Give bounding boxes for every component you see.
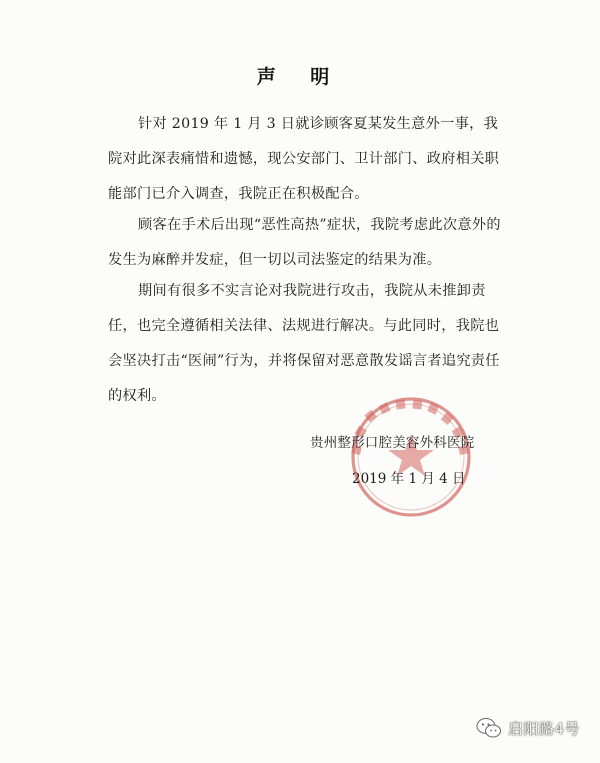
document-title: 声 明 (256, 66, 344, 88)
official-seal-icon (336, 392, 486, 522)
paragraph-2: 顾客在手术后出现“恶性高热”症状，我院考虑此次意外的发生为麻醉并发症，但一切以司法鉴定的结果为准。 (108, 217, 501, 268)
watermark (476, 716, 580, 740)
signature-date: 2019 年 1 月 4 日 (352, 471, 466, 487)
wechat-icon (476, 716, 502, 740)
signature-organization: 贵州整形口腔美容外科医院 (310, 435, 475, 451)
paragraph-1: 针对 2019 年 1 月 3 日就诊顾客夏某发生意外一事，我院对此深表痛惜和遗憾，现公安部门、卫计部门、政府相关职能部门已介入调查，我院正在积极配合。 (108, 116, 500, 202)
paragraph-3: 期间有很多不实言论对我院进行攻击，我院从未推卸责任，也完全遵循相关法律、法规进行解决。与此同时，我院也会坚决打击“医闹”行为，并将保留对恶意散发谣言者追究责任的权利。 (108, 283, 500, 404)
watermark-text: 启阳路4号 (508, 719, 581, 738)
